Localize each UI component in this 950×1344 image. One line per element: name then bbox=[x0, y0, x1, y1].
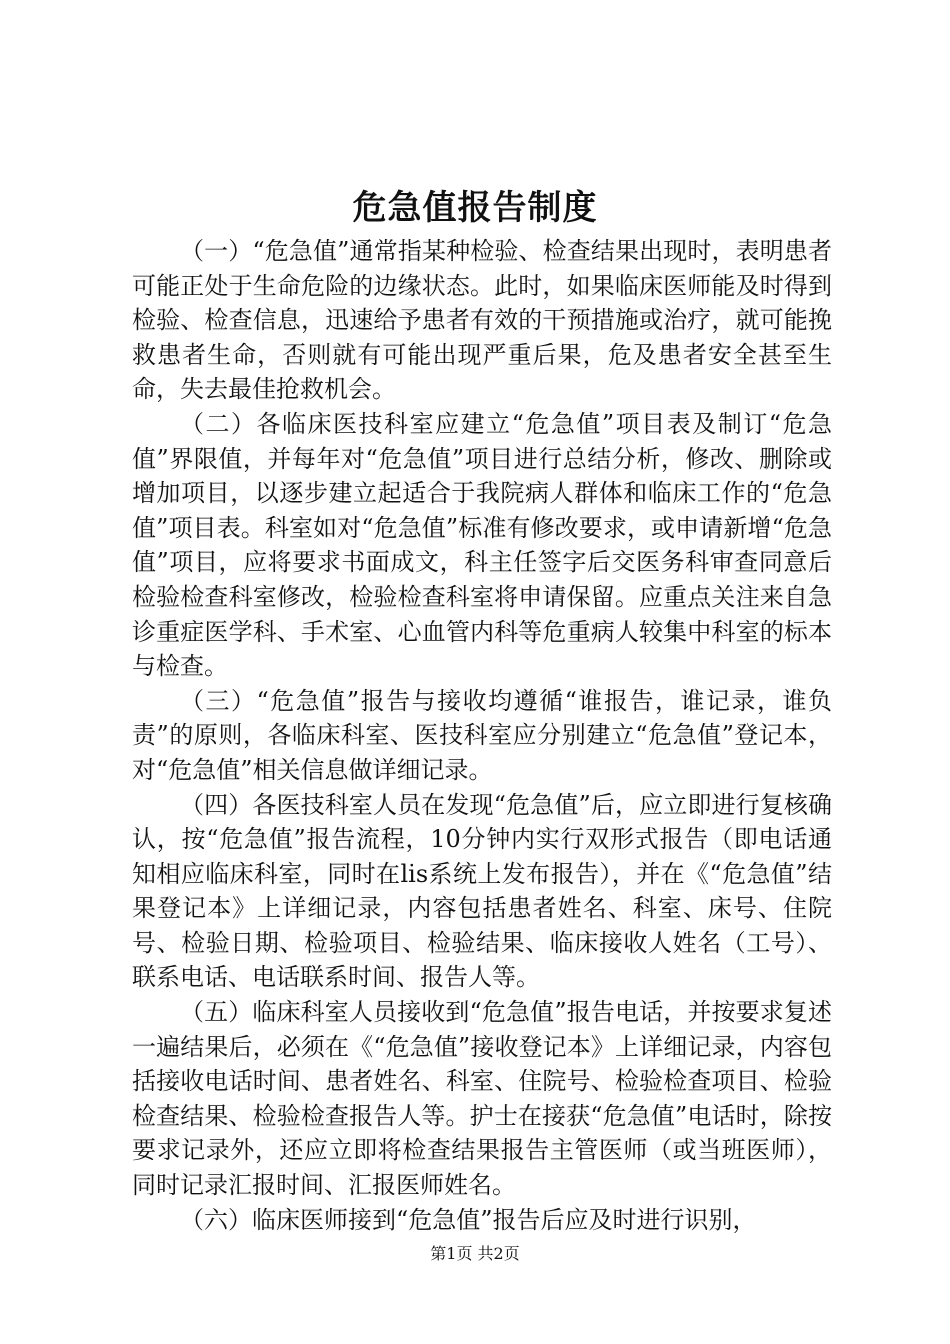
paragraph-3: （三）“危急值”报告与接收均遵循“谁报告，谁记录，谁负责”的原则，各临床科室、医技科室应分别建立“危急值”登记本，对“危急值”相关信息做详细记录。 bbox=[132, 686, 832, 784]
paragraph-1: （一）“危急值”通常指某种检验、检查结果出现时，表明患者可能正处于生命危险的边缘状态。此时，如果临床医师能及时得到检验、检查信息，迅速给予患者有效的干预措施或治疗，就可能挽救患者生命，否则就有可能出现严重后果，危及患者安全甚至生命，失去最佳抢救机会。 bbox=[132, 237, 832, 404]
paragraph-5: （五）临床科室人员接收到“危急值”报告电话，并按要求复述一遍结果后，必须在《“危急值”接收登记本》上详细记录，内容包括接收电话时间、患者姓名、科室、住院号、检验检查项目、检验检查结果、检验检查报告人等。护士在接获“危急值”电话时，除按要求记录外，还应立即将检查结果报告主管医师（或当班医师），同时记录汇报时间、汇报医师姓名。 bbox=[132, 998, 832, 1200]
paragraph-2: （二）各临床医技科室应建立“危急值”项目表及制订“危急值”界限值，并每年对“危急值”项目进行总结分析，修改、删除或增加项目，以逐步建立起适合于我院病人群体和临床工作的“危急值”项目表。科室如对“危急值”标准有修改要求，或申请新增“危急值”项目，应将要求书面成文，科主任签字后交医务科审查同意后检验检查科室修改，检验检查科室将申请保留。应重点关注来自急诊重症医学科、手术室、心血管内科等危重病人较集中科室的标本与检查。 bbox=[132, 409, 832, 681]
paragraph-6: （六）临床医师接到“危急值”报告后应及时进行识别， bbox=[180, 1205, 757, 1234]
document-body bbox=[132, 234, 832, 1237]
page-footer: 第1页 共2页 bbox=[430, 1244, 520, 1263]
document-title: 危急值报告制度 bbox=[352, 188, 598, 228]
paragraph-4: （四）各医技科室人员在发现“危急值”后，应立即进行复核确认，按“危急值”报告流程，10分钟内实行双形式报告（即电话通知相应临床科室，同时在lis系统上发布报告），并在《“危急值”结果登记本》上详细记录，内容包括患者姓名、科室、床号、住院号、检验日期、检验项目、检验结果、临床接收人姓名（工号）、联系电话、电话联系时间、报告人等。 bbox=[132, 790, 832, 992]
